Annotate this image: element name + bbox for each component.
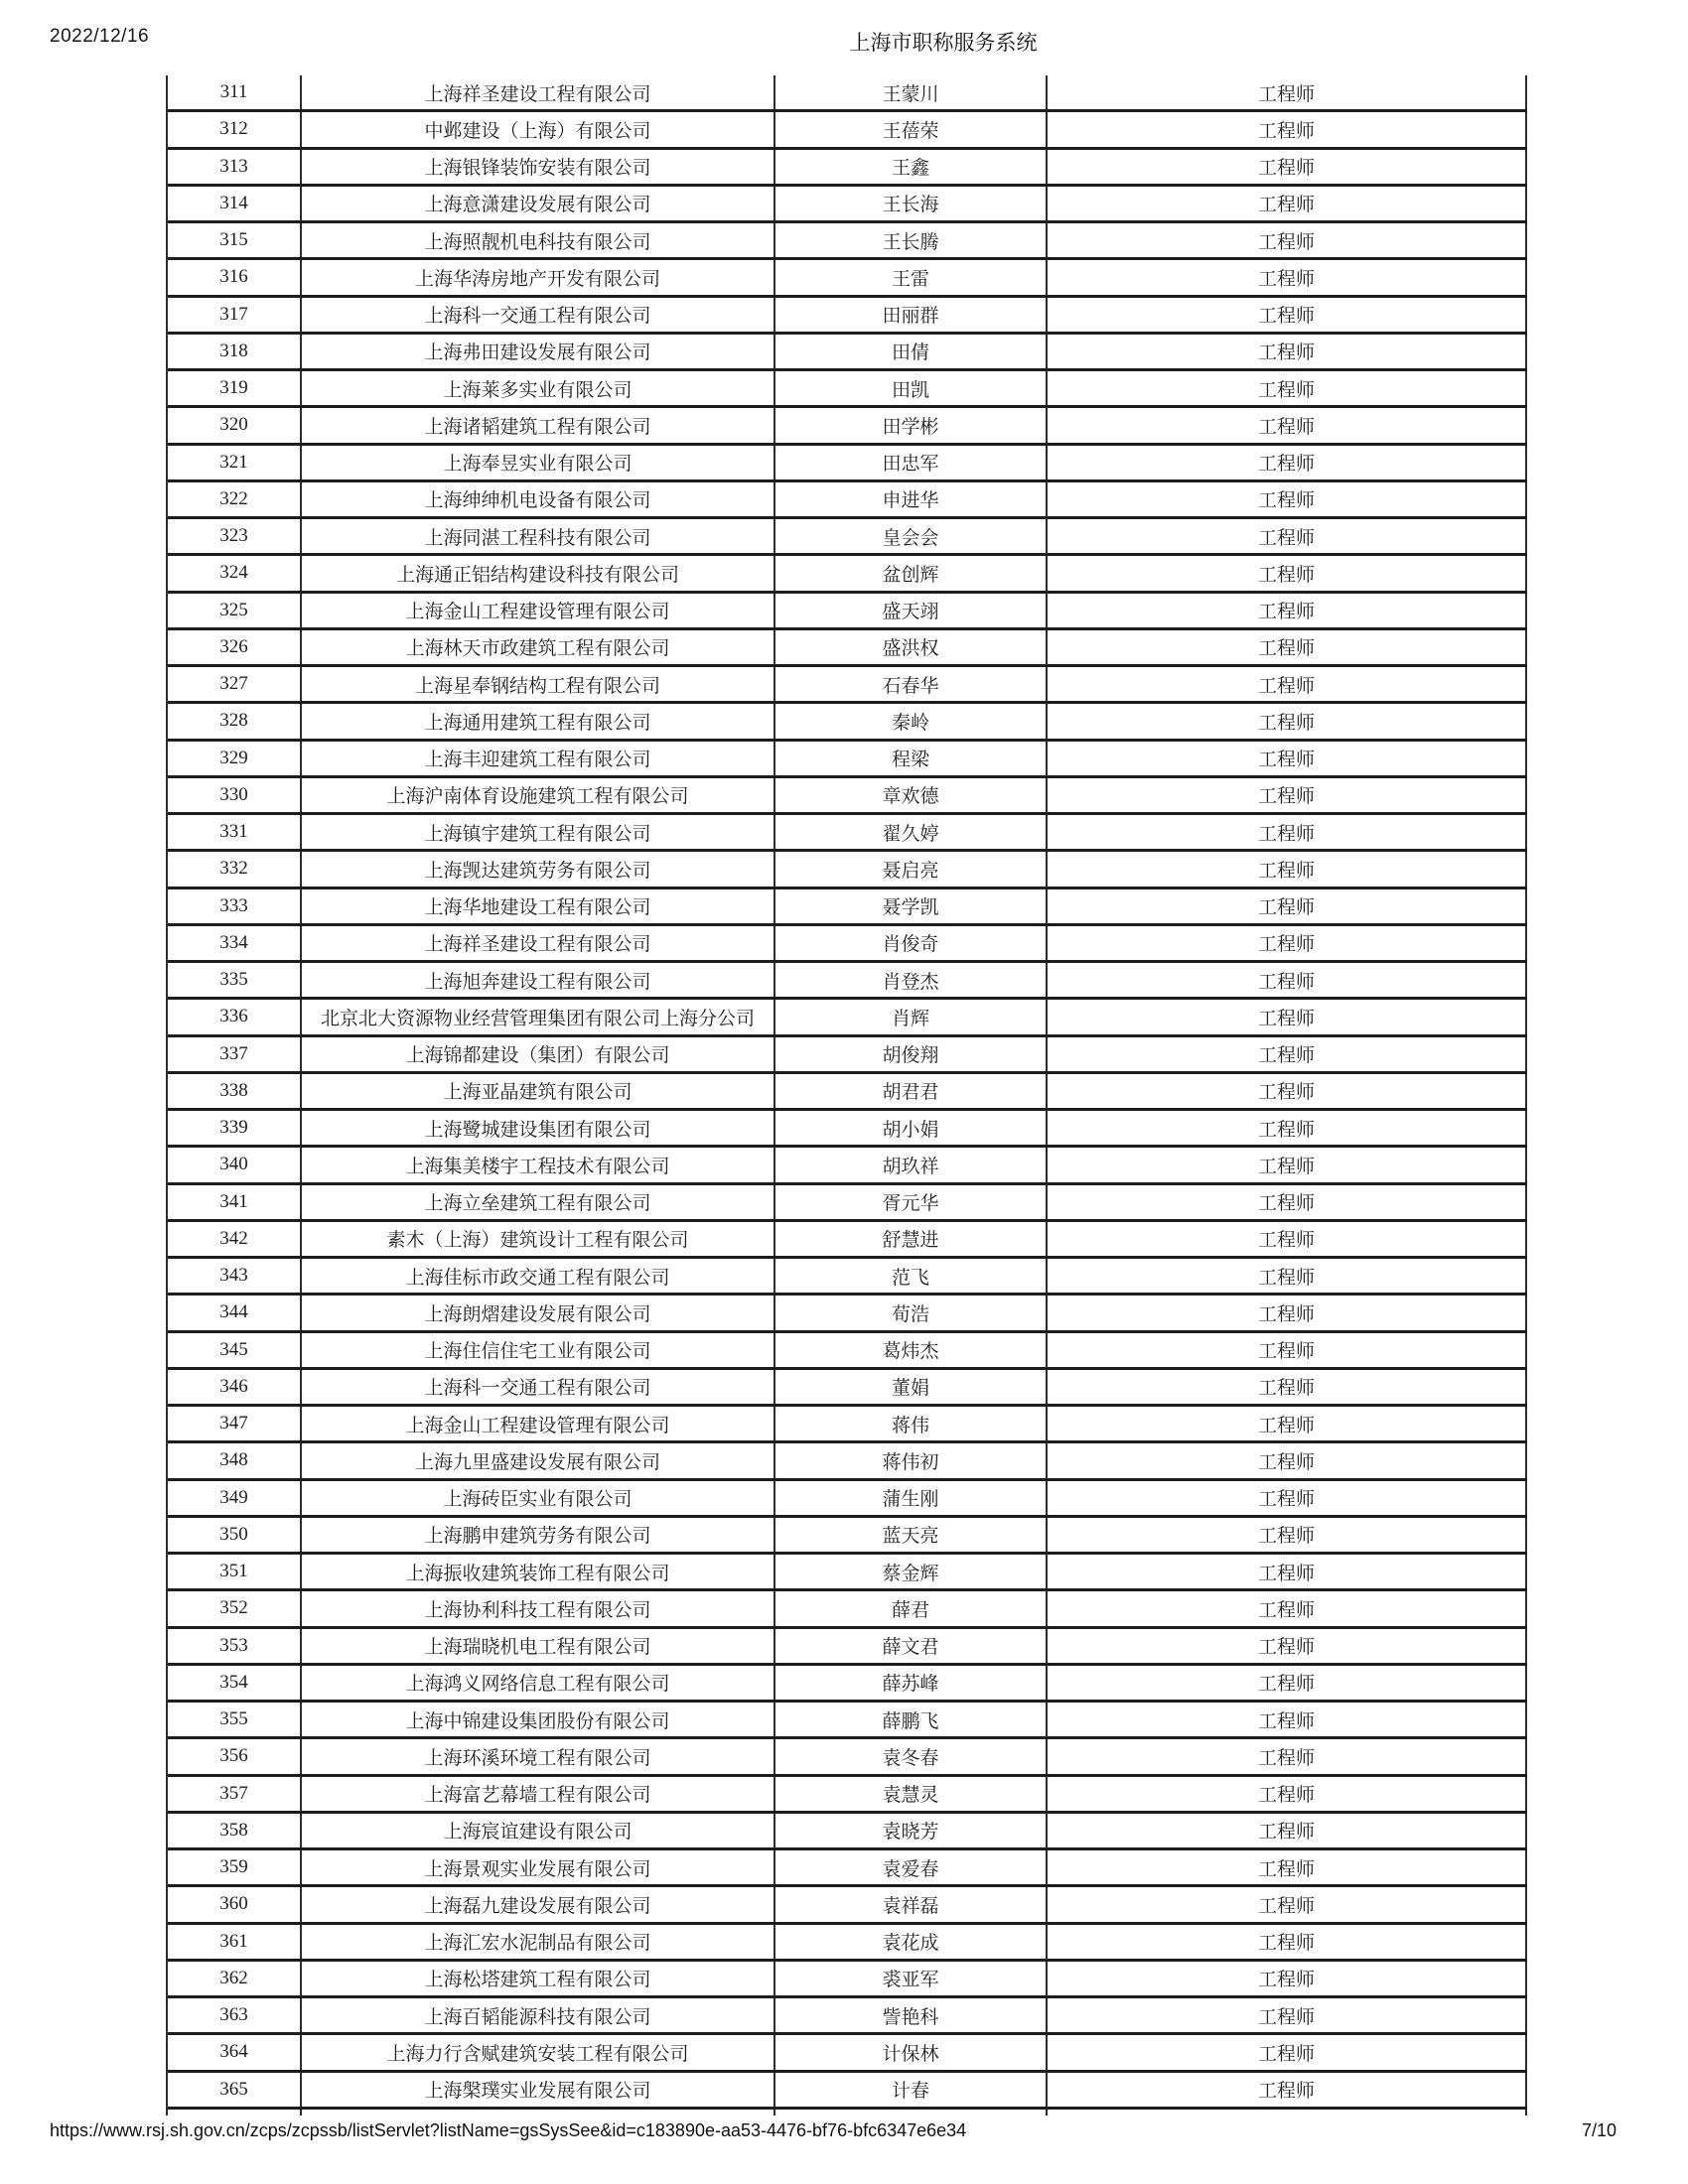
cell-company-name: 上海鹭城建设集团有限公司: [302, 1111, 775, 1145]
table-row: [168, 1259, 1527, 1296]
cell-row-number: 339: [168, 1111, 302, 1145]
cell-row-number: 359: [168, 1850, 302, 1884]
cell-row-number: 313: [168, 150, 302, 184]
cell-professional-title: 工程师: [1048, 371, 1527, 405]
table-row: [168, 1703, 1527, 1739]
cell-company-name: 上海照靓机电科技有限公司: [302, 223, 775, 257]
cell-professional-title: 工程师: [1048, 1555, 1527, 1588]
table-row: [168, 371, 1527, 408]
cell-company-name: 上海银锋装饰安装有限公司: [302, 150, 775, 184]
cell-professional-title: 工程师: [1048, 260, 1527, 294]
cell-professional-title: 工程师: [1048, 1074, 1527, 1108]
cell-person-name: 王长腾: [775, 223, 1048, 257]
cell-row-number: 341: [168, 1185, 302, 1219]
cell-professional-title: 工程师: [1048, 150, 1527, 184]
table-row: [168, 260, 1527, 297]
table-row: [168, 1666, 1527, 1703]
table-row: [168, 963, 1527, 1000]
cell-row-number: 323: [168, 519, 302, 553]
cell-row-number: 319: [168, 371, 302, 405]
cell-professional-title: 工程师: [1048, 926, 1527, 960]
table-row: [168, 1074, 1527, 1111]
table-row: [168, 150, 1527, 187]
cell-person-name: 王鑫: [775, 150, 1048, 184]
table-row: [168, 815, 1527, 852]
table-row: [168, 1518, 1527, 1555]
cell-row-number: 317: [168, 298, 302, 332]
cell-professional-title: 工程师: [1048, 2035, 1527, 2069]
cell-company-name: 上海莱多实业有限公司: [302, 371, 775, 405]
cell-row-number: 350: [168, 1518, 302, 1552]
print-date: 2022/12/16: [50, 26, 150, 47]
cell-company-name: 上海诸韬建筑工程有限公司: [302, 408, 775, 442]
titles-table: [166, 75, 1527, 2116]
table-row: [168, 1443, 1527, 1480]
cell-row-number: 329: [168, 742, 302, 775]
cell-person-name: 王蓓荣: [775, 112, 1048, 146]
cell-company-name: 上海砖臣实业有限公司: [302, 1481, 775, 1515]
cell-professional-title: 工程师: [1048, 335, 1527, 368]
cell-row-number: 333: [168, 889, 302, 923]
cell-person-name: 蒋伟: [775, 1407, 1048, 1440]
cell-person-name: 胡君君: [775, 1074, 1048, 1108]
cell-professional-title: 工程师: [1048, 1887, 1527, 1921]
cell-company-name: 上海环溪环境工程有限公司: [302, 1739, 775, 1773]
page-title: 上海市职称服务系统: [849, 32, 1038, 55]
cell-person-name: 董娟: [775, 1370, 1048, 1404]
cell-professional-title: 工程师: [1048, 778, 1527, 812]
cell-company-name: 上海住信住宅工业有限公司: [302, 1333, 775, 1367]
cell-company-name: 上海中锦建设集团股份有限公司: [302, 1703, 775, 1736]
cell-row-number: 365: [168, 2073, 302, 2107]
cell-professional-title: 工程师: [1048, 482, 1527, 516]
cell-person-name: 皇会会: [775, 519, 1048, 553]
cell-row-number: 346: [168, 1370, 302, 1404]
cell-company-name: 上海振收建筑装饰工程有限公司: [302, 1555, 775, 1588]
cell-company-name: 上海锦都建设（集团）有限公司: [302, 1037, 775, 1071]
cell-company-name: 上海科一交通工程有限公司: [302, 1370, 775, 1404]
cell-person-name: 章欢德: [775, 778, 1048, 812]
cell-company-name: 上海华涛房地产开发有限公司: [302, 260, 775, 294]
table-row: [168, 408, 1527, 445]
cell-company-name: 上海佳标市政交通工程有限公司: [302, 1259, 775, 1293]
cell-professional-title: 工程师: [1048, 742, 1527, 775]
cell-professional-title: 工程师: [1048, 1333, 1527, 1367]
cell-company-name: 上海林天市政建筑工程有限公司: [302, 630, 775, 664]
cell-person-name: 袁慧灵: [775, 1777, 1048, 1811]
cell-row-number: 315: [168, 223, 302, 257]
cell-row-number: 332: [168, 852, 302, 886]
cell-company-name: 上海磊九建设发展有限公司: [302, 1887, 775, 1921]
cell-row-number: 351: [168, 1555, 302, 1588]
table-row: [168, 1185, 1527, 1222]
cell-person-name: 葛炜杰: [775, 1333, 1048, 1367]
cell-row-number: 352: [168, 1591, 302, 1625]
cell-person-name: 翟久婷: [775, 815, 1048, 849]
cell-row-number: 324: [168, 556, 302, 590]
cell-professional-title: 工程师: [1048, 1629, 1527, 1663]
cell-professional-title: 工程师: [1048, 1481, 1527, 1515]
cell-company-name: 上海同湛工程科技有限公司: [302, 519, 775, 553]
cell-company-name: 上海协利科技工程有限公司: [302, 1591, 775, 1625]
table-row: [168, 1000, 1527, 1036]
cell-professional-title: 工程师: [1048, 594, 1527, 627]
cell-company-name: 上海镇宇建筑工程有限公司: [302, 815, 775, 849]
cell-row-number: 362: [168, 1962, 302, 1995]
cell-company-name: 上海祥圣建设工程有限公司: [302, 926, 775, 960]
cell-company-name: 上海百韬能源科技有限公司: [302, 1998, 775, 2032]
cell-company-name: 上海觊达建筑劳务有限公司: [302, 852, 775, 886]
cell-person-name: 秦岭: [775, 704, 1048, 738]
table-row: [168, 852, 1527, 888]
cell-row-number: 335: [168, 963, 302, 997]
cell-person-name: 计春: [775, 2073, 1048, 2107]
cell-person-name: 袁晓芳: [775, 1814, 1048, 1847]
table-row: [168, 1998, 1527, 2035]
cell-row-number: 330: [168, 778, 302, 812]
cell-row-number: 338: [168, 1074, 302, 1108]
cell-company-name: 素木（上海）建筑设计工程有限公司: [302, 1222, 775, 1256]
cell-company-name: 上海祥圣建设工程有限公司: [302, 75, 775, 109]
cell-company-name: 上海意潇建设发展有限公司: [302, 187, 775, 220]
cell-company-name: 上海通正铝结构建设科技有限公司: [302, 556, 775, 590]
cell-person-name: 袁祥磊: [775, 1887, 1048, 1921]
cell-person-name: 计保林: [775, 2035, 1048, 2069]
table-row: [168, 1925, 1527, 1962]
table-row: [168, 1222, 1527, 1259]
table-row: [168, 223, 1527, 260]
cell-person-name: 田学彬: [775, 408, 1048, 442]
cell-row-number: 344: [168, 1296, 302, 1329]
cell-company-name: 上海弗田建设发展有限公司: [302, 335, 775, 368]
cell-company-name: 上海沪南体育设施建筑工程有限公司: [302, 778, 775, 812]
table-row: [168, 335, 1527, 371]
cell-company-name: 上海奉昱实业有限公司: [302, 446, 775, 479]
cell-company-name: 上海朗熠建设发展有限公司: [302, 1296, 775, 1329]
cell-professional-title: 工程师: [1048, 556, 1527, 590]
cell-professional-title: 工程师: [1048, 1370, 1527, 1404]
table-row: [168, 594, 1527, 630]
table-row: [168, 2035, 1527, 2072]
cell-person-name: 盛天翊: [775, 594, 1048, 627]
cell-row-number: 363: [168, 1998, 302, 2032]
table-row: [168, 1591, 1527, 1628]
cell-professional-title: 工程师: [1048, 1739, 1527, 1773]
cell-person-name: 肖俊奇: [775, 926, 1048, 960]
cell-row-number: 314: [168, 187, 302, 220]
table-row: [168, 556, 1527, 593]
cell-row-number: 357: [168, 1777, 302, 1811]
cell-row-number: 325: [168, 594, 302, 627]
cell-professional-title: 工程师: [1048, 889, 1527, 923]
cell-row-number: 331: [168, 815, 302, 849]
cell-row-number: 326: [168, 630, 302, 664]
cell-person-name: 蒋伟初: [775, 1443, 1048, 1477]
cell-professional-title: 工程师: [1048, 852, 1527, 886]
table-row: [168, 1629, 1527, 1666]
cell-row-number: 349: [168, 1481, 302, 1515]
table-row: [168, 1962, 1527, 1998]
cell-row-number: 348: [168, 1443, 302, 1477]
cell-company-name: 上海金山工程建设管理有限公司: [302, 594, 775, 627]
cell-row-number: 354: [168, 1666, 302, 1700]
cell-person-name: 肖辉: [775, 1000, 1048, 1033]
cell-professional-title: 工程师: [1048, 1111, 1527, 1145]
cell-professional-title: 工程师: [1048, 1998, 1527, 2032]
cell-row-number: 353: [168, 1629, 302, 1663]
cell-professional-title: 工程师: [1048, 519, 1527, 553]
cell-row-number: 345: [168, 1333, 302, 1367]
cell-row-number: 342: [168, 1222, 302, 1256]
cell-person-name: 盛洪权: [775, 630, 1048, 664]
cell-professional-title: 工程师: [1048, 1185, 1527, 1219]
cell-company-name: 上海力行含赋建筑安装工程有限公司: [302, 2035, 775, 2069]
cell-person-name: 胡玖祥: [775, 1148, 1048, 1181]
cell-professional-title: 工程师: [1048, 298, 1527, 332]
cell-row-number: 318: [168, 335, 302, 368]
table-row: [168, 1333, 1527, 1370]
cell-professional-title: 工程师: [1048, 1666, 1527, 1700]
footer-url: https://www.rsj.sh.gov.cn/zcps/zcpssb/listServlet?listName=gsSysSee&id=c183890e-aa53-4476-bf76-bfc6347e6e34: [50, 2120, 967, 2140]
cell-person-name: 胡小娟: [775, 1111, 1048, 1145]
cell-professional-title: 工程师: [1048, 1222, 1527, 1256]
cell-person-name: 王雷: [775, 260, 1048, 294]
cell-company-name: 上海华地建设工程有限公司: [302, 889, 775, 923]
cell-company-name: 北京北大资源物业经营管理集团有限公司上海分公司: [302, 1000, 775, 1033]
table-row: [168, 926, 1527, 963]
table-row: [168, 1887, 1527, 1924]
cell-person-name: 肖登杰: [775, 963, 1048, 997]
table-row: [168, 75, 1527, 112]
cell-person-name: 范飞: [775, 1259, 1048, 1293]
cell-professional-title: 工程师: [1048, 1518, 1527, 1552]
cell-person-name: 田忠军: [775, 446, 1048, 479]
cell-person-name: 田丽群: [775, 298, 1048, 332]
cell-professional-title: 工程师: [1048, 1591, 1527, 1625]
cell-professional-title: 工程师: [1048, 112, 1527, 146]
cell-row-number: 343: [168, 1259, 302, 1293]
table-row: [168, 482, 1527, 519]
cell-row-number: 360: [168, 1887, 302, 1921]
table-row: [168, 704, 1527, 741]
cell-professional-title: 工程师: [1048, 2073, 1527, 2107]
cell-professional-title: 工程师: [1048, 446, 1527, 479]
cell-professional-title: 工程师: [1048, 1407, 1527, 1440]
cell-row-number: 311: [168, 75, 302, 109]
table-row: [168, 1148, 1527, 1184]
cell-professional-title: 工程师: [1048, 1296, 1527, 1329]
table-row: [168, 112, 1527, 149]
cell-row-number: 336: [168, 1000, 302, 1033]
cell-company-name: 上海集美楼宇工程技术有限公司: [302, 1148, 775, 1181]
cell-person-name: 田凯: [775, 371, 1048, 405]
cell-professional-title: 工程师: [1048, 1037, 1527, 1071]
cell-row-number: 320: [168, 408, 302, 442]
cell-person-name: 聂启亮: [775, 852, 1048, 886]
table-row: [168, 2073, 1527, 2110]
cell-company-name: 中邺建设（上海）有限公司: [302, 112, 775, 146]
table-row-partial: [168, 2110, 1527, 2116]
cell-row-number: 361: [168, 1925, 302, 1959]
cell-row-number: 340: [168, 1148, 302, 1181]
cell-person-name: 袁花成: [775, 1925, 1048, 1959]
table-row: [168, 298, 1527, 335]
cell-person-name: 申进华: [775, 482, 1048, 516]
cell-person-name: 薛君: [775, 1591, 1048, 1625]
cell-row-number: 358: [168, 1814, 302, 1847]
cell-professional-title: 工程师: [1048, 667, 1527, 701]
cell-professional-title: 工程师: [1048, 1443, 1527, 1477]
cell-professional-title: 工程师: [1048, 1259, 1527, 1293]
cell-company-name: 上海鹏申建筑劳务有限公司: [302, 1518, 775, 1552]
cell-professional-title: 工程师: [1048, 1850, 1527, 1884]
table-row: [168, 778, 1527, 815]
cell-person-name: 王蒙川: [775, 75, 1048, 109]
table-row: [168, 446, 1527, 482]
cell-company-name: 上海绅绅机电设备有限公司: [302, 482, 775, 516]
cell-row-number: 337: [168, 1037, 302, 1071]
cell-person-name: 聂学凯: [775, 889, 1048, 923]
cell-row-number: 347: [168, 1407, 302, 1440]
cell-professional-title: 工程师: [1048, 963, 1527, 997]
cell-company-name: 上海松塔建筑工程有限公司: [302, 1962, 775, 1995]
table-row: [168, 742, 1527, 778]
cell-person-name: 袁冬春: [775, 1739, 1048, 1773]
table-row: [168, 1111, 1527, 1148]
cell-professional-title: 工程师: [1048, 704, 1527, 738]
cell-person-name: 王长海: [775, 187, 1048, 220]
cell-company-name: 上海旭奔建设工程有限公司: [302, 963, 775, 997]
cell-professional-title: 工程师: [1048, 408, 1527, 442]
cell-row-number: 356: [168, 1739, 302, 1773]
cell-professional-title: 工程师: [1048, 1148, 1527, 1181]
table-row: [168, 1296, 1527, 1332]
cell-person-name: 訾艳科: [775, 1998, 1048, 2032]
table-row: [168, 1555, 1527, 1591]
cell-professional-title: 工程师: [1048, 1000, 1527, 1033]
cell-person-name: 程梁: [775, 742, 1048, 775]
cell-company-name: 上海富艺幕墙工程有限公司: [302, 1777, 775, 1811]
cell-professional-title: 工程师: [1048, 630, 1527, 664]
cell-row-number: 334: [168, 926, 302, 960]
cell-row-number: 364: [168, 2035, 302, 2069]
cell-company-name: 上海宸谊建设有限公司: [302, 1814, 775, 1847]
cell-person-name: 蒲生刚: [775, 1481, 1048, 1515]
cell-person-name: 袁爱春: [775, 1850, 1048, 1884]
cell-person-name: 胡俊翔: [775, 1037, 1048, 1071]
cell-row-number: 316: [168, 260, 302, 294]
cell-professional-title: 工程师: [1048, 75, 1527, 109]
cell-person-name: 蓝天亮: [775, 1518, 1048, 1552]
cell-row-number: 355: [168, 1703, 302, 1736]
cell-professional-title: 工程师: [1048, 1962, 1527, 1995]
cell-professional-title: 工程师: [1048, 1814, 1527, 1847]
cell-company-name: 上海星奉钢结构工程有限公司: [302, 667, 775, 701]
cell-company-name: 上海通用建筑工程有限公司: [302, 704, 775, 738]
cell-row-number: 312: [168, 112, 302, 146]
cell-company-name: 上海槃璞实业发展有限公司: [302, 2073, 775, 2107]
table-row: [168, 1481, 1527, 1518]
table-row: [168, 1777, 1527, 1814]
table-row: [168, 1370, 1527, 1407]
cell-company-name: 上海立垒建筑工程有限公司: [302, 1185, 775, 1219]
cell-person-name: 薛鹏飞: [775, 1703, 1048, 1736]
cell-person-name: 石春华: [775, 667, 1048, 701]
cell-row-number: 321: [168, 446, 302, 479]
cell-professional-title: 工程师: [1048, 1925, 1527, 1959]
cell-professional-title: 工程师: [1048, 187, 1527, 220]
cell-company-name: 上海鸿义网络信息工程有限公司: [302, 1666, 775, 1700]
table-row: [168, 519, 1527, 556]
cell-company-name: 上海科一交通工程有限公司: [302, 298, 775, 332]
cell-person-name: 田倩: [775, 335, 1048, 368]
cell-person-name: 裘亚军: [775, 1962, 1048, 1995]
table-row: [168, 1739, 1527, 1776]
cell-row-number: 322: [168, 482, 302, 516]
page-number: 7/10: [1581, 2120, 1617, 2140]
cell-person-name: 盆创辉: [775, 556, 1048, 590]
cell-company-name: 上海景观实业发展有限公司: [302, 1850, 775, 1884]
cell-company-name: 上海九里盛建设发展有限公司: [302, 1443, 775, 1477]
cell-row-number: 328: [168, 704, 302, 738]
cell-professional-title: 工程师: [1048, 223, 1527, 257]
table-row: [168, 630, 1527, 667]
table-row: [168, 667, 1527, 704]
cell-company-name: 上海汇宏水泥制品有限公司: [302, 1925, 775, 1959]
cell-row-number: 327: [168, 667, 302, 701]
cell-professional-title: 工程师: [1048, 1703, 1527, 1736]
cell-person-name: 荀浩: [775, 1296, 1048, 1329]
cell-company-name: 上海亚晶建筑有限公司: [302, 1074, 775, 1108]
cell-person-name: 薛苏峰: [775, 1666, 1048, 1700]
cell-company-name: 上海金山工程建设管理有限公司: [302, 1407, 775, 1440]
table-row: [168, 1037, 1527, 1074]
cell-professional-title: 工程师: [1048, 1777, 1527, 1811]
table-row: [168, 1850, 1527, 1887]
table-row: [168, 889, 1527, 926]
cell-person-name: 胥元华: [775, 1185, 1048, 1219]
cell-company-name: 上海丰迎建筑工程有限公司: [302, 742, 775, 775]
cell-person-name: 蔡金辉: [775, 1555, 1048, 1588]
cell-company-name: 上海瑞晓机电工程有限公司: [302, 1629, 775, 1663]
table-row: [168, 1814, 1527, 1850]
table-row: [168, 187, 1527, 223]
cell-professional-title: 工程师: [1048, 815, 1527, 849]
table-row: [168, 1407, 1527, 1443]
cell-person-name: 舒慧进: [775, 1222, 1048, 1256]
cell-person-name: 薛文君: [775, 1629, 1048, 1663]
